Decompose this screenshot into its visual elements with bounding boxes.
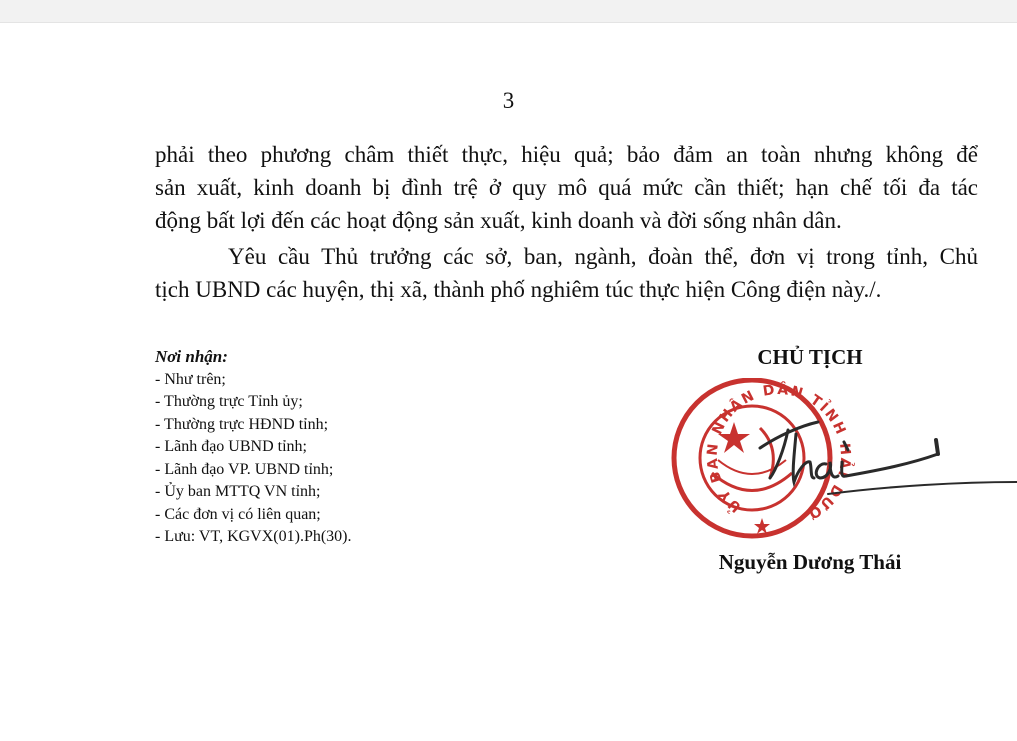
recipient-item: - Ủy ban MTTQ VN tỉnh;: [155, 483, 321, 500]
signer-title: CHỦ TỊCH: [757, 345, 863, 369]
official-seal-icon: [660, 378, 856, 536]
seal-and-signature: [660, 378, 1017, 548]
recipient-item: - Lãnh đạo VP. UBND tỉnh;: [155, 460, 334, 478]
recipients-title: Nơi nhận:: [155, 347, 228, 366]
body-line: tịch UBND các huyện, thị xã, thành phố nghiêm túc thực hiện Công điện này./.: [155, 277, 882, 302]
body-line: động bất lợi đến các hoạt động sản xuất, kinh doanh và đời sống nhân dân.: [155, 208, 842, 233]
body-paragraph-2: [155, 240, 978, 306]
recipient-item: - Như trên;: [155, 370, 226, 388]
body-line: sản xuất, kinh doanh bị đình trệ ở quy mô quá mức cần thiết; hạn chế tối đa tác: [155, 175, 978, 200]
recipient-item: - Thường trực HĐND tỉnh;: [155, 415, 329, 433]
recipient-item: - Thường trực Tỉnh ủy;: [155, 393, 303, 410]
recipient-item: - Các đơn vị có liên quan;: [155, 505, 321, 523]
recipient-item: - Lưu: VT, KGVX(01).Ph(30).: [155, 528, 352, 545]
svg-text:ỦY BAN NHÂN DÂN TỈNH HẢI DƯƠNG: ỦY BAN NHÂN DÂN TỈNH HẢI DƯƠ: [704, 381, 854, 523]
body-line: Yêu cầu Thủ trưởng các sở, ban, ngành, đoàn thể, đơn vị trong tỉnh, Chủ: [228, 244, 978, 269]
body-paragraph-1: [155, 138, 978, 237]
signer-name: Nguyễn Dương Thái: [718, 550, 902, 574]
viewer-top-strip: [0, 0, 1017, 23]
recipients-block: [155, 346, 575, 549]
page-number: 3: [502, 88, 515, 113]
recipient-item: - Lãnh đạo UBND tỉnh;: [155, 438, 307, 455]
body-line: phải theo phương châm thiết thực, hiệu quả; bảo đảm an toàn nhưng không để: [155, 142, 978, 167]
